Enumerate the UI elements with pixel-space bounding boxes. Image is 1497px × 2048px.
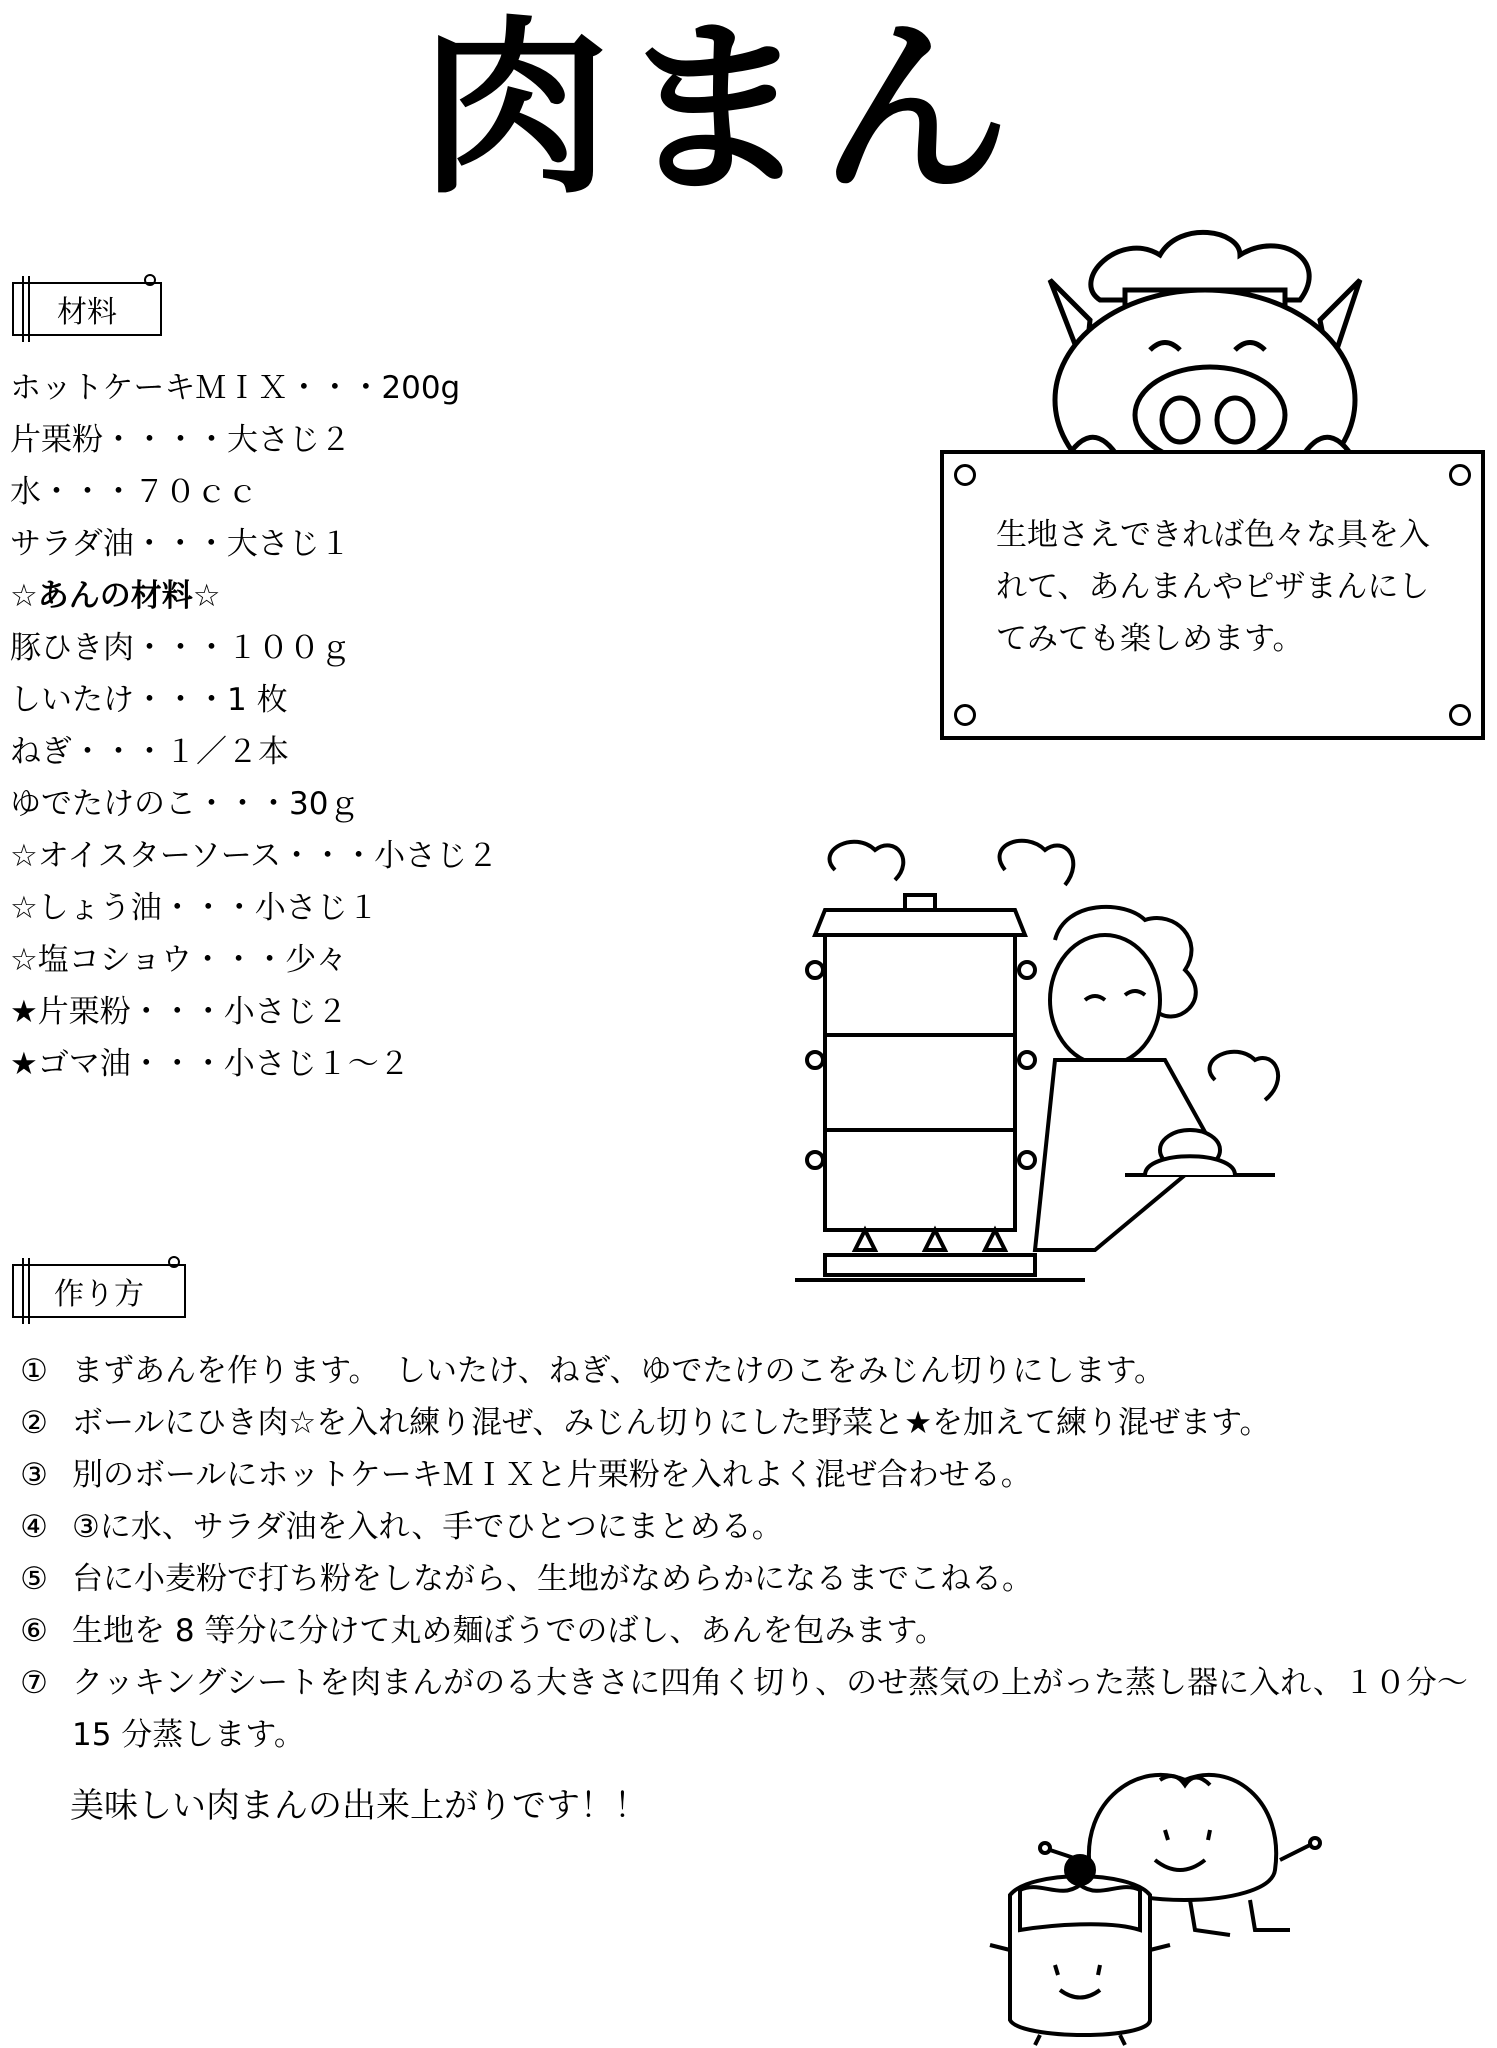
- step-number: ②: [20, 1405, 48, 1441]
- ingredient-list: [10, 362, 610, 1090]
- step-number: ⑥: [20, 1613, 48, 1649]
- ingredient-item: サラダ油・・・大さじ１: [10, 526, 351, 562]
- step-item: [10, 1501, 1480, 1553]
- tip-signboard: [940, 450, 1485, 740]
- step-text: まずあんを作ります。 しいたけ、ねぎ、ゆでたけのこをみじん切りにします。: [72, 1353, 1166, 1389]
- method-heading: [12, 1264, 186, 1318]
- filling-subheading: ☆あんの材料☆: [10, 578, 221, 614]
- step-text: ボールにひき肉☆を入れ練り混ぜ、みじん切りにした野菜と★を加えて練り混ぜます。: [72, 1405, 1271, 1441]
- step-text: ③に水、サラダ油を入れ、手でひとつにまとめる。: [72, 1509, 783, 1545]
- step-item: [10, 1657, 1480, 1761]
- method-heading-label: 作り方: [54, 1277, 144, 1312]
- step-item: [10, 1605, 1480, 1657]
- step-number: ⑦: [20, 1665, 48, 1701]
- corner-ornament-icon: [954, 464, 976, 486]
- step-item: [10, 1345, 1480, 1397]
- ingredient-item: ホットケーキＭＩＸ・・・200g: [10, 370, 461, 406]
- ingredients-heading: [12, 282, 162, 336]
- step-number: ⑤: [20, 1561, 48, 1597]
- corner-ornament-icon: [1449, 464, 1471, 486]
- ingredient-item: ☆塩コショウ・・・少々: [10, 942, 348, 978]
- corner-ornament-icon: [954, 704, 976, 726]
- ingredient-item: 豚ひき肉・・・１００ｇ: [10, 630, 351, 666]
- ingredient-item: 片栗粉・・・・大さじ２: [10, 422, 351, 458]
- closing-message: 美味しい肉まんの出来上がりです！！: [70, 1786, 648, 1826]
- page-title: 肉まん: [420, 0, 1021, 220]
- step-number: ①: [20, 1353, 48, 1389]
- ingredient-item: 水・・・７０ｃｃ: [10, 474, 258, 510]
- tip-text: 生地さえできれば色々な具を入れて、あんまんやピザまんにしてみても楽しめます。: [996, 517, 1430, 657]
- ingredient-item: ★ゴマ油・・・小さじ１～２: [10, 1046, 410, 1082]
- ingredient-item: ねぎ・・・１／２本: [10, 734, 289, 770]
- step-text: クッキングシートを肉まんがのる大きさに四角く切り、のせ蒸気の上がった蒸し器に入れ、１０分～15 分蒸します。: [72, 1665, 1468, 1753]
- corner-ornament-icon: [1449, 704, 1471, 726]
- step-number: ④: [20, 1509, 48, 1545]
- ingredients-heading-label: 材料: [57, 295, 117, 330]
- ingredient-item: ゆでたけのこ・・・30ｇ: [10, 786, 360, 822]
- ingredient-item: ☆しょう油・・・小さじ１: [10, 890, 379, 926]
- step-item: [10, 1553, 1480, 1605]
- step-number: ③: [20, 1457, 48, 1493]
- nikuman-characters-icon: [990, 1760, 1340, 2045]
- ingredient-item: しいたけ・・・1 枚: [10, 682, 288, 718]
- step-text: 台に小麦粉で打ち粉をしながら、生地がなめらかになるまでこねる。: [72, 1561, 1033, 1597]
- steamer-cook-icon: [795, 830, 1295, 1290]
- ingredient-item: ☆オイスターソース・・・小さじ２: [10, 838, 499, 874]
- step-text: 生地を 8 等分に分けて丸め麺ぼうでのばし、あんを包みます。: [72, 1613, 946, 1649]
- step-list: [10, 1345, 1480, 1761]
- step-item: [10, 1449, 1480, 1501]
- step-text: 別のボールにホットケーキＭＩＸと片栗粉を入れよく混ぜ合わせる。: [72, 1457, 1032, 1493]
- ingredient-item: ★片栗粉・・・小さじ２: [10, 994, 348, 1030]
- step-item: [10, 1397, 1480, 1449]
